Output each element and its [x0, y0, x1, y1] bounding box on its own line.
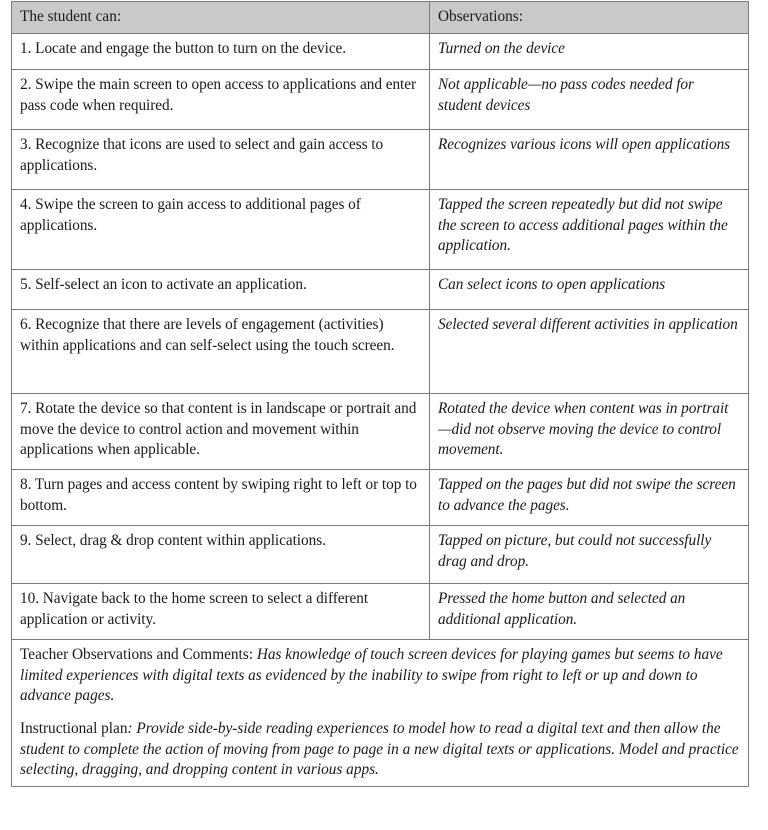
skill-statement: 6. Recognize that there are levels of engagement (activities) within applications and can self-select using the touch screen. — [12, 310, 430, 394]
skill-statement: 10. Navigate back to the home screen to select a different application or activity. — [12, 584, 430, 640]
teacher-observations-label: Teacher Observations and Comments: — [20, 646, 253, 664]
observation-note: Tapped on picture, but could not successfully drag and drop. — [430, 526, 749, 584]
table-header — [12, 2, 749, 34]
skill-statement: 2. Swipe the main screen to open access to applications and enter pass code when required. — [12, 70, 430, 130]
observation-note: Not applicable—no pass codes needed for student devices — [430, 70, 749, 130]
table-row — [12, 270, 749, 310]
observation-note: Can select icons to open applications — [430, 270, 749, 310]
skill-statement: 8. Turn pages and access content by swiping right to left or top to bottom. — [12, 470, 430, 526]
skill-statement: 3. Recognize that icons are used to select and gain access to applications. — [12, 130, 430, 190]
skill-statement: 5. Self-select an icon to activate an application. — [12, 270, 430, 310]
observation-note: Tapped the screen repeatedly but did not swipe the screen to access additional pages within the application. — [430, 190, 749, 270]
skill-statement: 4. Swipe the screen to gain access to additional pages of applications. — [12, 190, 430, 270]
instructional-plan-label: Instructional plan — [20, 720, 128, 738]
instructional-plan-label-suffix: : — [127, 720, 133, 738]
teacher-observations-paragraph — [20, 645, 741, 706]
skill-statement: 9. Select, drag & drop content within applications. — [12, 526, 430, 584]
observation-note: Recognizes various icons will open applications — [430, 130, 749, 190]
instructional-plan-paragraph — [20, 719, 741, 780]
table-header-row — [12, 2, 749, 34]
table-row — [12, 190, 749, 270]
table-row — [12, 310, 749, 394]
column-header-observations: Observations: — [430, 2, 749, 34]
table-row — [12, 34, 749, 70]
instructional-plan-text: Provide side-by-side reading experiences to model how to read a digital text and then allow the student to complete the action of moving from page to page in a new digital texts or applications. Model and practice selecting, dragging, and dropping content in various apps. — [20, 720, 739, 779]
observation-note: Selected several different activities in application — [430, 310, 749, 394]
notes-row — [12, 640, 749, 787]
table-row — [12, 526, 749, 584]
notes-section — [12, 640, 749, 787]
observation-note: Turned on the device — [430, 34, 749, 70]
table-row — [12, 584, 749, 640]
skill-statement: 1. Locate and engage the button to turn on the device. — [12, 34, 430, 70]
student-skills-checklist-table — [11, 1, 749, 787]
skill-statement: 7. Rotate the device so that content is in landscape or portrait and move the device to control action and movement within applications when applicable. — [12, 394, 430, 470]
observation-note: Tapped on the pages but did not swipe the screen to advance the pages. — [430, 470, 749, 526]
table-row — [12, 70, 749, 130]
document-page — [0, 1, 768, 830]
teacher-observations-text: Has knowledge of touch screen devices for playing games but seems to have limited experiences with digital texts as evidenced by the inability to swipe from right to left or up and down to advance pages. — [20, 646, 723, 705]
observation-note: Pressed the home button and selected an additional application. — [430, 584, 749, 640]
table-row — [12, 394, 749, 470]
table-row — [12, 130, 749, 190]
table-row — [12, 470, 749, 526]
observation-note: Rotated the device when content was in portrait—did not observe moving the device to control movement. — [430, 394, 749, 470]
table-body — [12, 34, 749, 787]
column-header-student-can: The student can: — [12, 2, 430, 34]
